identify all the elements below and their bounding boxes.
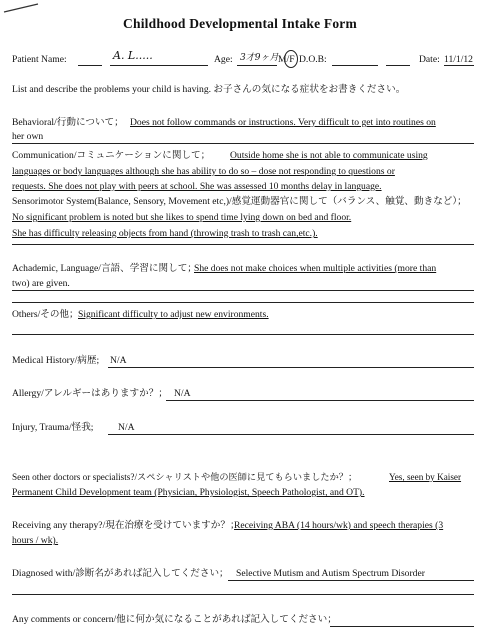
sensorimotor-text-2: She has difficulty releasing objects from hand (throwing trash to trash can,etc.). — [12, 228, 318, 239]
medical-value: N/A — [110, 355, 127, 366]
allergy-label: Allergy/アレルギーはありますか？； — [12, 388, 168, 399]
academic-text-1: She does not make choices when multiple activities (more than — [194, 263, 437, 274]
communication-text-2: languages or body languages although she has ability to do so – dose not responding to questions or — [12, 166, 395, 177]
sex-circle-mark — [284, 50, 298, 68]
patient-name-line-a — [78, 65, 102, 66]
therapy-text-2: hours / wk). — [12, 535, 59, 546]
allergy-line — [166, 400, 474, 401]
comments-line — [330, 626, 474, 627]
communication-label: Communication/コミュニケーションに関して； — [12, 150, 211, 161]
diagnosed-label: Diagnosed with/診断名があれば記入してください； — [12, 568, 229, 579]
therapy-label: Receiving any therapy?/現在治療を受けていますか？； — [12, 520, 240, 531]
specialists-text-2: Permanent Child Development team (Physician, Physiologist, Speech Pathologist, and OT). — [12, 487, 365, 498]
academic-label: Achademic, Language/言語、学習に関して； — [12, 263, 197, 274]
sex-value: M/F — [278, 54, 295, 65]
patient-name-label: Patient Name: — [12, 54, 67, 65]
injury-label: Injury, Trauma/怪我; — [12, 422, 94, 433]
behavioral-text-1: Does not follow commands or instructions. Very difficult to get into routines on — [130, 117, 436, 128]
medical-line — [108, 367, 474, 368]
allergy-value: N/A — [174, 388, 191, 399]
dob-label: D.O.B: — [299, 54, 327, 65]
diagnosed-value: Selective Mutism and Autism Spectrum Disorder — [236, 568, 425, 579]
dob-line-a — [332, 65, 378, 66]
academic-line-1 — [12, 290, 474, 291]
patient-name-value: A. L..... — [113, 49, 153, 62]
comments-label: Any comments or concern/他に何か気になることがあれば記入してください； — [12, 614, 337, 625]
age-line — [237, 65, 277, 66]
behavioral-text-2: her own — [12, 131, 44, 142]
behavioral-label: Behavioral/行動について； — [12, 117, 124, 128]
others-line-1 — [12, 334, 474, 335]
academic-line-2 — [12, 302, 474, 303]
communication-text-3: requests. She does not play with peers at school. She was assessed 10 months delay in language. — [12, 181, 382, 192]
age-value: 3才9ヶ月 — [240, 53, 279, 63]
medical-label: Medical History/病歴; — [12, 355, 100, 366]
others-text: Significant difficulty to adjust new environments. — [78, 309, 269, 320]
academic-text-2: two) are given. — [12, 278, 70, 289]
age-label: Age: — [214, 54, 233, 65]
date-value: 11/1/12 — [444, 54, 473, 65]
sensorimotor-label: Sensorimotor System(Balance, Sensory, Movement etc,)/感覚運動器官に関して（バランス、触覚、動きなど）； — [12, 196, 467, 207]
behavioral-line — [12, 143, 474, 144]
others-label: Others/その他； — [12, 309, 79, 320]
sensorimotor-line — [12, 244, 474, 245]
date-label: Date: — [419, 54, 440, 65]
specialists-text-1: Yes, seen by Kaiser — [389, 472, 462, 482]
diagnosed-line-1 — [228, 580, 474, 581]
patient-name-line-b — [110, 65, 208, 66]
sensorimotor-text-1: No significant problem is noted but she likes to spend time lying down on bed and floor. — [12, 212, 352, 223]
diagnosed-line-2 — [12, 594, 474, 595]
injury-value: N/A — [118, 422, 135, 433]
date-line — [444, 65, 474, 66]
communication-text-1: Outside home she is not able to communicate using — [230, 150, 428, 161]
therapy-text-1: Receiving ABA (14 hours/wk) and speech therapies (3 — [234, 520, 444, 531]
intro-text: List and describe the problems your child is having. お子さんの気になる症状をお書きください。 — [12, 84, 406, 95]
form-title: Childhood Developmental Intake Form — [123, 16, 357, 31]
dob-line-b — [386, 65, 410, 66]
specialists-label: Seen other doctors or specialists?/スペシャリストや他の医師に見てもらいましたか？； — [12, 472, 358, 482]
pen-stroke-mark — [2, 2, 42, 14]
injury-line — [108, 434, 474, 435]
